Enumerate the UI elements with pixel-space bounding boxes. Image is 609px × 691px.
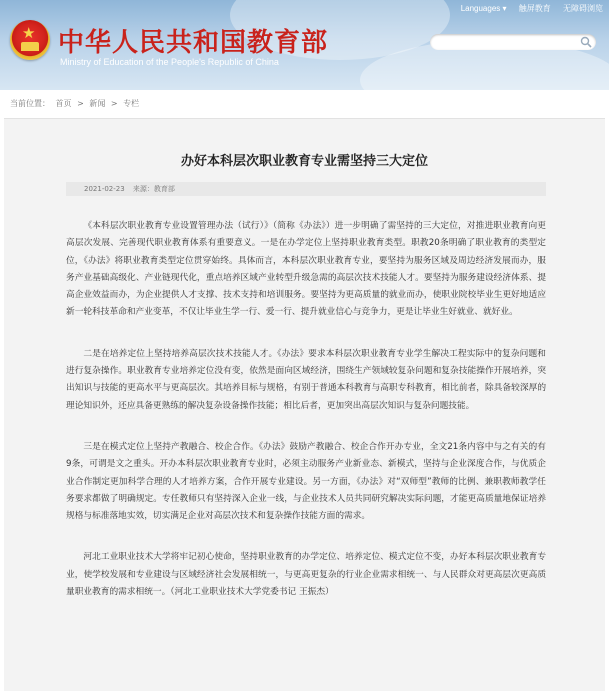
languages-link[interactable]: Languages ▾: [460, 4, 507, 13]
breadcrumb-item-column[interactable]: 专栏: [123, 99, 140, 108]
site-header: [0, 0, 609, 90]
breadcrumb-separator: >: [110, 99, 118, 108]
article-paragraph: 三是在模式定位上坚持产教融合、校企合作。《办法》鼓励产教融合、校企合作开办专业，全文21条内容中与之有关的有9条，可谓是文之重头。开办本科层次职业教育专业时，必须主动服务产业新业态、新模式，坚持与企业深度合作，与优质企业合作制定更加科学合理的人才培养方案，合作开展专业建设。另一方面，《办法》对“双师型”教师的比例、兼职教师教学任务要求都做了明确规定。专任教师只有坚持深入企业一线，与企业技术人员共同研究解决实际问题，才能更高质量地保证培养规格与标准落地实效，切实满足企业对高层次技术和复杂操作技能方面的需求。: [66, 441, 546, 522]
article-paragraph: 二是在培养定位上坚持培养高层次技术技能人才。《办法》要求本科层次职业教育专业学生解决工程实际中的复杂问题和进行复杂操作。职业教育专业培养定位没有变，依然是面向区域经济，围绕生产领域较复杂问题和复杂技能操作开展培养，突出知识与技能的更高水平与更高层次。其培养目标与规格，有别于普通本科教育与高职专科教育，相比前者，除具备较深厚的理论知识外，还应具备更熟练的解决复杂设备操作技能；相比后者，更加突出高层次知识与复杂问题技能。: [66, 348, 546, 411]
emblem-star-icon: ★: [22, 24, 36, 42]
article-body: [66, 218, 546, 625]
accessibility-link[interactable]: 无障碍浏览: [563, 4, 603, 13]
site-title[interactable]: 中华人民共和国教育部: [58, 28, 329, 58]
site-subtitle: Ministry of Education of the People's Republic of China: [60, 57, 279, 67]
touch-edu-link[interactable]: 触屏教育: [518, 4, 551, 13]
breadcrumb-prefix: 当前位置：: [10, 99, 50, 108]
breadcrumb-item-news[interactable]: 新闻: [89, 99, 106, 108]
emblem-gate-icon: [21, 42, 39, 51]
national-emblem-icon[interactable]: [10, 20, 50, 60]
search-icon[interactable]: [580, 36, 592, 48]
article-paragraph: 河北工业职业技术大学将牢记初心使命，坚持职业教育的办学定位、培养定位、模式定位不变，办好本科层次职业教育专业，使学校发展和专业建设与区域经济社会发展相统一，与更高更复杂的行业企业需求相统一、与人民群众对更高层次更高质量职业教育的需求相统一。（河北工业职业技术大学党委书记 王振杰）: [66, 552, 546, 598]
article-meta: [66, 182, 546, 196]
top-links: [451, 3, 603, 14]
breadcrumb-item-home[interactable]: 首页: [55, 99, 72, 108]
article-date: 2021-02-23: [84, 185, 125, 193]
article-paragraph: 《本科层次职业教育专业设置管理办法（试行）》（简称《办法》）进一步明确了需坚持的三大定位，对推进职业教育向更高层次发展、完善现代职业教育体系有重要意义。一是在办学定位上坚持职业教育类型。职教20条明确了职业教育的类型定位，《办法》将职业教育类型定位贯穿始终。具体而言，本科层次职业教育专业，要坚持为服务区域及周边经济发展而办，服务产业基础高级化、产业链现代化，重点培养区域产业转型升级急需的高层次技术技能人才。要坚持为服务建设经济体系、提高企业效益而办，为企业提供人才支撑、技术支持和培训服务。要坚持为更高质量的就业而办，使职业院校毕业生更好地适应新一轮科技革命和产业变革，不仅让毕业生学一行、爱一行、提升就业信心与竞争力，更是让毕业生好就业、就好业。: [66, 221, 546, 318]
search-input[interactable]: [430, 34, 596, 50]
breadcrumb-separator: >: [77, 99, 84, 108]
article-source: 来源：教育部: [132, 185, 175, 193]
breadcrumb: [10, 98, 142, 109]
article-title: 办好本科层次职业教育专业需坚持三大定位: [180, 154, 428, 169]
